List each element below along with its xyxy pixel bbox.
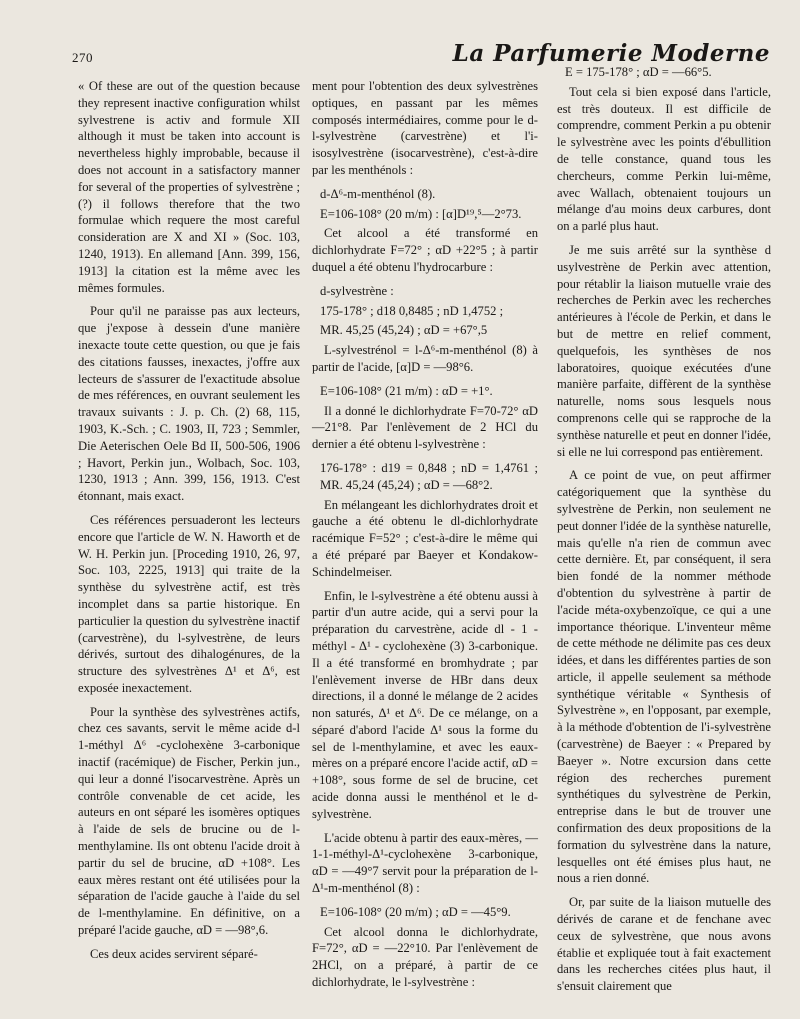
paragraph: MR. 45,25 (45,24) ; αD = +67°,5 bbox=[320, 323, 488, 338]
page-number: 270 bbox=[72, 50, 93, 65]
text-column-1 bbox=[78, 78, 300, 970]
paragraph: E=106-108° (20 m/m) : [α]D¹⁹,⁵—2°73. bbox=[320, 206, 522, 221]
paragraph: Ces deux acides servirent séparé- bbox=[90, 946, 258, 961]
paragraph: Je me suis arrêté sur la synthèse d usylvestrène de Perkin avec attention, pour rétablir la liaison mutuelle vraie des recherches de Perkin avec les recherches antérieures à l'école de Perkin, et dans le but de mettre en relief comment, quelquefois, les synthèses de nos laboratoires, quoique exécutées d'une manière parfaite, diffèrent de la synthèse naturelle, noms sous lesquels nous comprenons celle qui se rapproche de la synthèse naturelle et peut en donner l'idée, si elle ne lui correspond pas entièrement. bbox=[557, 242, 771, 459]
paragraph: d-Δ⁶-m-menthénol (8). bbox=[320, 186, 436, 201]
paragraph: 175-178° ; d18 0,8485 ; nD 1,4752 ; bbox=[320, 303, 504, 318]
paragraph: Il a donné le dichlorhydrate F=70-72° αD —21°8. Par l'enlèvement de 2 HCl du dernier a été obtenu l-sylvestrène : bbox=[312, 403, 538, 452]
paragraph: Pour qu'il ne paraisse pas aux lecteurs, que j'expose à dessein d'une manière inexacte toute cette question, ou que je fais des citations fausses, inexactes, j'offre aux lecteurs de s'assurer de l'exactitude absolue de mes références, en ouvrant seulement les travaux suivants : J. p. Ch. (2) 68, 115, 1903, K.-Sch. ; C. 1903, II, 723 ; Semmler, Die Aeterischen Oele Bd II, 500-506, 1906 ; Havort, Perkin jun., Wolbach, Soc. 103, 1230, 1913 ; Ann. 399, 156, 1913. C'est étonnant, mais exact. bbox=[78, 304, 300, 504]
paragraph: E=106-108° (20 m/m) ; αD = —45°9. bbox=[320, 904, 511, 919]
text-column-3 bbox=[557, 64, 771, 1002]
paragraph: ment pour l'obtention des deux sylvestrènes optiques, en passant par les mêmes composés intermédiaires, comme pour le d-l-sylvestrène (carvestrène) et l'i-isosylvestrène (isocarvestrène), c'est-à-dire par les menthénols : bbox=[312, 79, 538, 177]
paragraph: E = 175-178° ; αD = —66°5. bbox=[565, 65, 712, 79]
paragraph: Enfin, le l-sylvestrène a été obtenu aussi à partir d'un autre acide, qui a servi pour la préparation du carvestrène, acide dl - 1 - méthyl - Δ¹ - cyclohexène (3) 3-carbonique. Il a été transformé en bromhydrate ; par l'enlèvement inverse de HBr dans deux directions, il a donné le mélange de 2 acides non saturés, Δ¹ et Δ⁶. De ce mélange, on a séparé d'abord l'acide Δ¹ sous la forme du sel de l-menthylamine, et avec les eaux-mères on a préparé encore l'acide actif, αD = +108°, sous forme de sel de brucine, cet acide donna aussi le menthénol et le d-sylvestrène. bbox=[312, 588, 538, 821]
paragraph: En mélangeant les dichlorhydrates droit et gauche a été obtenu le dl-dichlorhydrate racémique F=52° ; c'est-à-dire le même qui a été préparé par Baeyer et Kondakow-Schindelmeiser. bbox=[312, 497, 538, 579]
running-title: La Parfumerie Moderne bbox=[452, 40, 770, 67]
paragraph: « Of these are out of the question because they represent inactive configuration whilst sylvestrene is activ and formule XII although it must be taken into account is nevertheless highly improbable, because il does not account in a satisfactory manner for several of the properties of sylvestrène ; (?) il follows therefore that the two formulae which requere the most careful consideration are X and XI » (Soc. 103, 1240, 1913). En allemand [Ann. 399, 156, 1913] la citation est la même avec les mêmes formules. bbox=[78, 79, 300, 295]
paragraph: E=106-108° (21 m/m) : αD = +1°. bbox=[320, 383, 493, 398]
paragraph: Ces références persuaderont les lecteurs encore que l'article de W. N. Haworth et de W. H. Perkin jun. [Proceding 1910, 26, 97, Soc. 103, 2225, 1913] qui traite de la synthèse du sylvestrène actif, est très incomplet dans sa partie historique. En particulier la question du sylvestrène inactif (carvestrène), du l-sylvestrène, de leurs dérivés, surtout des dihalogénures, de la structure des sylvestrènes Δ¹ et Δ⁶, est exposée inexactement. bbox=[78, 512, 300, 695]
paragraph: Cet alcool donna le dichlorhydrate, F=72°, αD = —22°10. Par l'enlèvement de 2HCl, on a préparé, à partir de ce dichlorhydrate, le l-sylvestrène : bbox=[312, 924, 538, 990]
paragraph: A ce point de vue, on peut affirmer catégoriquement que la synthèse du sylvestrène de Perkin, non seulement ne peut donner l'idée de la synthèse naturelle, mais qu'elle n'a rien de commun avec cette dernière. Et, par conséquent, il sera bien fondé de la nommer méthode d'obtention du sylvestrène à partir de l'acide méta-oxybenzoïque, ce qui a une importance théorique. L'inventeur même de cette méthode ne délimite pas ces deux idées, et dans les différentes parties de son article, il appelle seulement sa méthode synthétique véritable « Synthesis of Sylvestrène », en l'opposant, par exemple, à la méthode d'obtention de l'i-sylvestrène (carvestrène) de Baeyer : « Prepared by Baeyer ». Notre excursion dans cette région des recherches purement synthétiques du sylvestrène de Perkin, entreprise dans le but de trouver une confirmation des deux propositions de la formation du sylvestrène dans la nature, lesquelles ont été émises plus haut, ne nous a rien donné. bbox=[557, 468, 771, 886]
paragraph: L'acide obtenu à partir des eaux-mères, — 1-1-méthyl-Δ¹-cyclohexène 3-carbonique, αD = —49°7 servit pour la préparation de l-Δ¹-m-menthénol (8) : bbox=[312, 830, 538, 896]
paragraph: 176-178° : d19 = 0,848 ; nD = 1,4761 ; MR. 45,24 (45,24) ; αD = —68°2. bbox=[320, 460, 538, 492]
paragraph: d-sylvestrène : bbox=[320, 283, 394, 298]
text-column-2 bbox=[312, 78, 538, 998]
paragraph: Tout cela si bien exposé dans l'article, est très douteux. Il est difficile de comprendre, comment Perkin a pu obtenir le sylvestrène avec les points d'ébullition de telle constance, quand tous les chercheurs, comme Perkin lui-même, avec Wallach, obtenaient toujours un mélange d'au moins deux carbures, dont on a parlé plus haut. bbox=[557, 84, 771, 234]
paragraph: L-sylvestrénol = l-Δ⁶-m-menthénol (8) à partir de l'acide, [α]D = —98°6. bbox=[312, 343, 538, 374]
paragraph: Pour la synthèse des sylvestrènes actifs, chez ces savants, servit le même acide d-l 1-méthyl Δ⁶ -cyclohexène 3-carbonique inactif (racémique) de Fischer, Perkin jun., qui leur a donné l'isocarvestrène. Après un contrôle convenable de cet acide, les auteurs en ont séparé les isomères optiques à l'aide de sels de brucine ou de l-menthylamine. Ils ont obtenu l'acide droit à partir du sel de brucine, αD +108°. Les eaux mères restant ont été utilisées pour la séparation de l'acide gauche à l'aide du sel de l-menthylamine. En définitive, on a préparé l'acide gauche, αD = —98°,6. bbox=[78, 704, 300, 938]
paragraph: Cet alcool a été transformé en dichlorhydrate F=72° ; αD +22°5 ; à partir duquel a été obtenu l'hydrocarbure : bbox=[312, 226, 538, 274]
paragraph: Or, par suite de la liaison mutuelle des dérivés de carane et de fenchane avec ceux de sylvestrène, que nous avons établie et expliquée tout à fait exactement dans les recherches citées plus haut, il s'ensuit clairement que bbox=[557, 895, 771, 994]
